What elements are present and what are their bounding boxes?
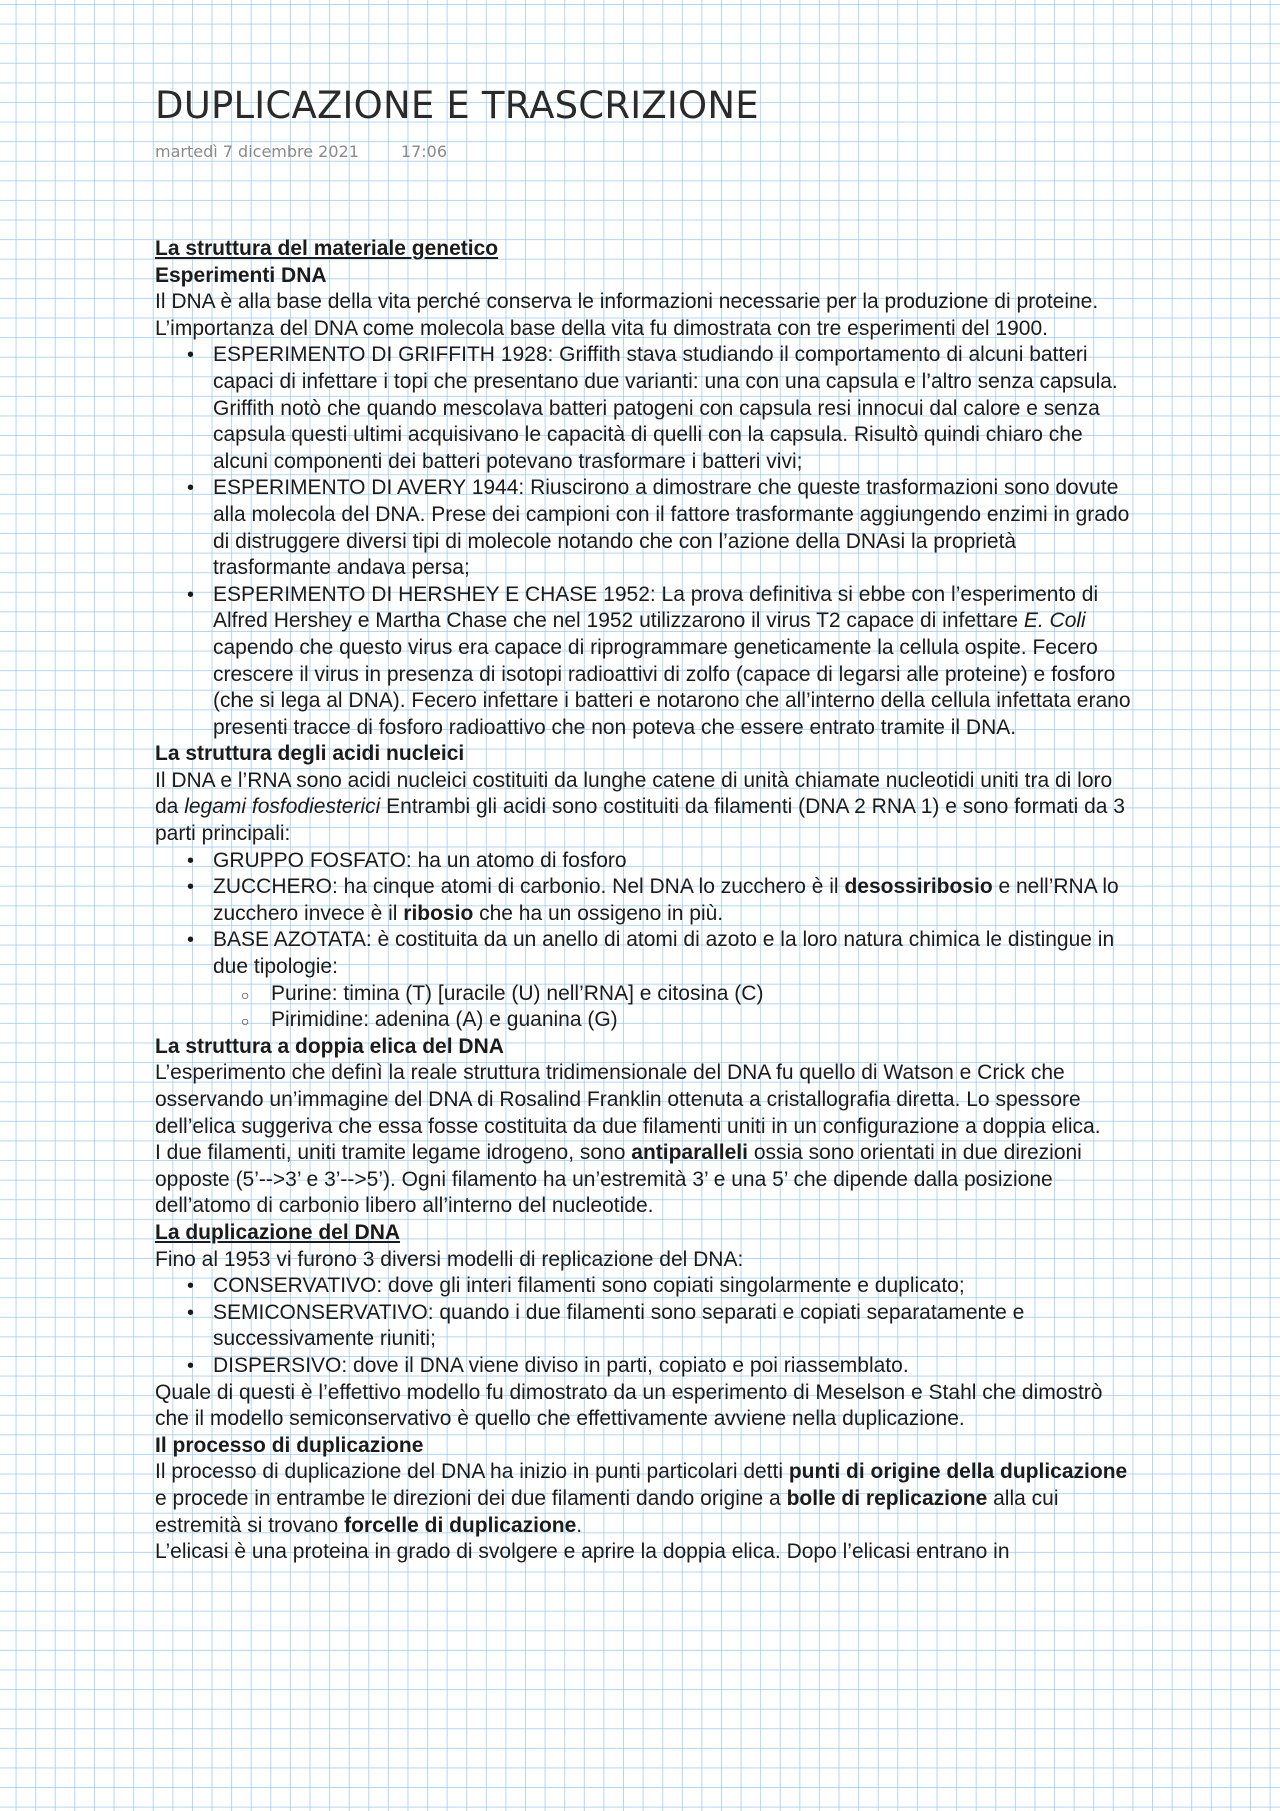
list-item bbox=[213, 874, 1135, 927]
bold-text: bolle di replicazione bbox=[786, 1486, 988, 1510]
list-item bbox=[213, 582, 1135, 742]
note-page bbox=[155, 80, 1135, 1566]
page-meta bbox=[155, 142, 1135, 166]
text-run: I due filamenti, uniti tramite legame idrogeno, sono bbox=[155, 1141, 632, 1165]
bold-text: forcelle di duplicazione bbox=[344, 1513, 577, 1537]
sub-list-item: ○ Purine: timina (T) [uracile (U) nell’RNA] e citosina (C) bbox=[271, 981, 1135, 1008]
section-heading: La struttura degli acidi nucleici bbox=[155, 742, 465, 766]
paragraph bbox=[155, 768, 1135, 848]
paragraph: Fino al 1953 vi furono 3 diversi modelli di replicazione del DNA: bbox=[155, 1247, 744, 1271]
experiments-list bbox=[155, 342, 1135, 741]
text-run: capendo che questo virus era capace di riprogrammare geneticamente la cellula ospite. Fecero crescere il virus in presenza di isotopi radioattivi di zolfo (capace di legarsi alle proteine) e fosforo (che si lega al DNA). Fecero infettare i batteri e notarono che all’interno della cellula infettata erano presenti tracce di fosforo radioattivo che non poteva che essere entrato tramite il DNA. bbox=[213, 635, 1131, 739]
list-item: • ESPERIMENTO DI AVERY 1944: Riuscirono a dimostrare che queste trasformazioni sono dovute alla molecola del DNA. Prese dei campioni con il fattore trasformante aggiungendo enzimi in grado di distruggere diversi tipi di molecole notando che con l’azione della DNAsi la proprietà trasformante andava persa; bbox=[213, 475, 1135, 581]
text-run: Il processo di duplicazione del DNA ha inizio in punti particolari detti bbox=[155, 1460, 789, 1484]
list-item: • CONSERVATIVO: dove gli interi filamenti sono copiati singolarmente e duplicato; bbox=[213, 1273, 1135, 1300]
note-content bbox=[155, 236, 1135, 1566]
text-run: BASE AZOTATA: è costituita da un anello di atomi di azoto e la loro natura chimica le distingue in due tipologie: bbox=[213, 928, 1115, 979]
text-run: ZUCCHERO: ha cinque atomi di carbonio. Nel DNA lo zucchero è il bbox=[213, 875, 845, 899]
list-item: • ESPERIMENTO DI GRIFFITH 1928: Griffith stava studiando il comportamento di alcuni batteri capaci di infettare i topi che presentano due varianti: una con una capsula e l’altro senza capsula. Griffith notò che quando mescolava batteri patogeni con capsula resi innocui dal calore e senza capsula questi ultimi acquisivano le capacità di quelli con la capsula. Risultò quindi chiaro che alcuni componenti dei batteri potevano trasformare i batteri vivi; bbox=[213, 342, 1135, 475]
bold-text: ribosio bbox=[403, 901, 474, 925]
italic-text: E. Coli bbox=[1023, 609, 1086, 633]
section-heading: La duplicazione del DNA bbox=[155, 1220, 401, 1244]
sub-list-item: ○ Pirimidine: adenina (A) e guanina (G) bbox=[271, 1007, 1135, 1034]
text-run: che ha un ossigeno in più. bbox=[473, 901, 724, 925]
paragraph: Quale di questi è l’effettivo modello fu dimostrato da un esperimento di Meselson e Stahl che dimostrò che il modello semiconservativo è quello che effettivamente avviene nella duplicazione. bbox=[155, 1380, 1103, 1431]
text-run: ossia sono orientati in due direzioni opposte (5’-->3’ e 3’-->5’). Ogni filamento ha un’estremità 3’ e una 5’ che dipende dalla posizione dell’atomo di carbonio libero all’interno del nucleotide. bbox=[155, 1141, 1082, 1218]
text-run: . bbox=[576, 1513, 583, 1537]
bold-text: punti di origine della duplicazione bbox=[788, 1460, 1128, 1484]
base-types-list bbox=[213, 981, 1135, 1034]
bold-text: antiparalleli bbox=[631, 1141, 748, 1165]
text-run: e procede in entrambe le direzioni dei due filamenti dando origine a bbox=[155, 1486, 787, 1510]
text-run: Entrambi gli acidi sono costituiti da filamenti (DNA 2 RNA 1) e sono formati da 3 parti principali: bbox=[155, 795, 1125, 846]
italic-text: legami fosfodiesterici bbox=[184, 795, 381, 819]
page-time: 17:06 bbox=[400, 142, 448, 161]
replication-models-list bbox=[155, 1273, 1135, 1379]
bold-text: desossiribosio bbox=[844, 875, 993, 899]
paragraph: Il DNA è alla base della vita perché conserva le informazioni necessarie per la produzione di proteine. bbox=[155, 290, 1099, 314]
paragraph bbox=[155, 1140, 1135, 1220]
paragraph: L’importanza del DNA come molecola base della vita fu dimostrata con tre esperimenti del 1900. bbox=[155, 316, 1048, 340]
section-heading: La struttura del materiale genetico bbox=[155, 237, 499, 260]
text-run: alla cui estremità si trovano bbox=[155, 1486, 1059, 1537]
list-item: • SEMICONSERVATIVO: quando i due filamenti sono separati e copiati separatamente e successivamente riuniti; bbox=[213, 1300, 1135, 1353]
section-heading: Il processo di duplicazione bbox=[155, 1433, 424, 1457]
paragraph: L’esperimento che definì la reale struttura tridimensionale del DNA fu quello di Watson e Crick che osservando un’immagine del DNA di Rosalind Franklin ottenuta a cristallografia diretta. Lo spessore dell’elica suggeriva che essa fosse costituita da due filamenti uniti in un configurazione a doppia elica. bbox=[155, 1061, 1101, 1138]
section-heading: La struttura a doppia elica del DNA bbox=[155, 1034, 504, 1058]
page-title: DUPLICAZIONE E TRASCRIZIONE bbox=[155, 84, 759, 127]
text-run: Il DNA e l’RNA sono acidi nucleici costituiti da lunghe catene di unità chiamate nucleotidi uniti tra di loro da bbox=[155, 768, 1113, 819]
text-run: e nell’RNA lo zucchero invece è il bbox=[213, 875, 1119, 925]
paragraph: L’elicasi è una proteina in grado di svolgere e aprire la doppia elica. Dopo l’elicasi entrano in bbox=[155, 1540, 1010, 1564]
list-item: • DISPERSIVO: dove il DNA viene diviso in parti, copiato e poi riassemblato. bbox=[213, 1353, 1135, 1380]
nucleotide-parts-list bbox=[155, 848, 1135, 1034]
paragraph bbox=[155, 1459, 1135, 1539]
list-item: • GRUPPO FOSFATO: ha un atomo di fosforo bbox=[213, 848, 1135, 875]
list-item bbox=[213, 927, 1135, 1033]
page-date: martedì 7 dicembre 2021 bbox=[155, 142, 359, 161]
text-run: ESPERIMENTO DI HERSHEY E CHASE 1952: La prova definitiva si ebbe con l’esperimento di Alfred Hershey e Martha Chase che nel 1952 utilizzarono il virus T2 capace di infettare bbox=[213, 582, 1099, 633]
subsection-heading: Esperimenti DNA bbox=[155, 263, 327, 287]
